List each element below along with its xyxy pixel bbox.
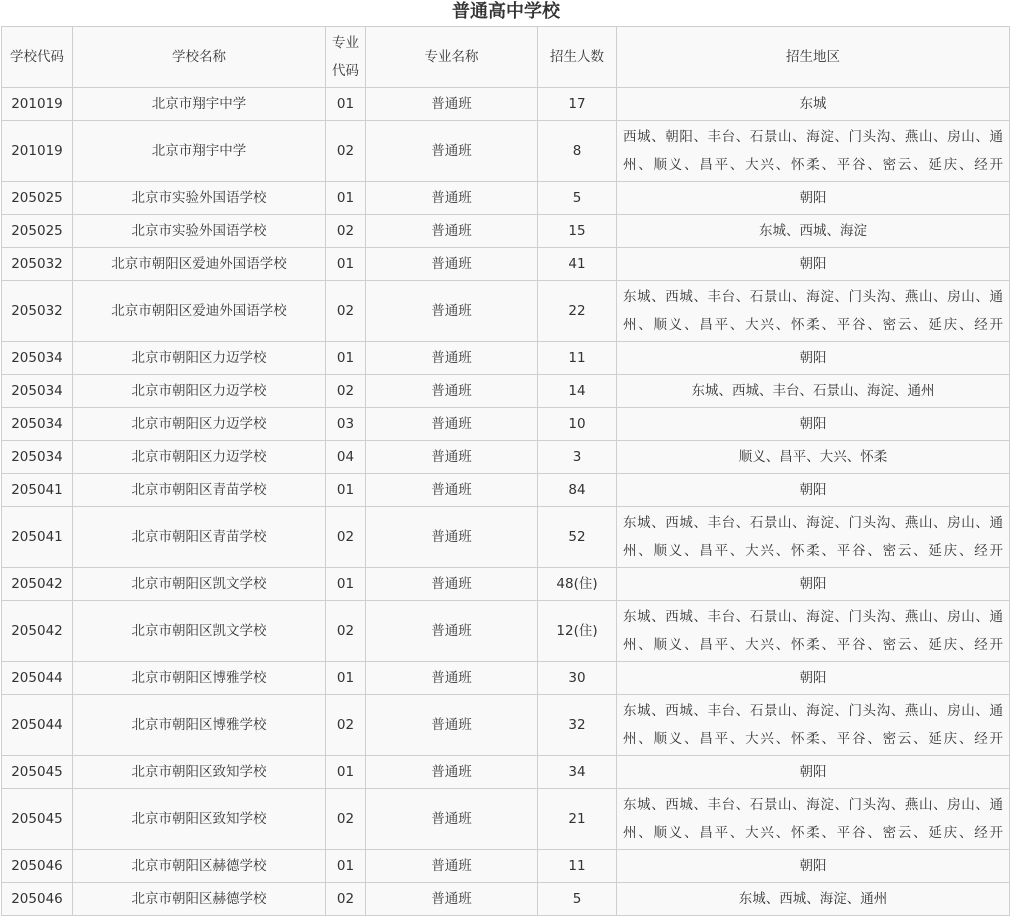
cell-school-name: 北京市朝阳区力迈学校 (73, 375, 326, 408)
cell-school-name: 北京市实验外国语学校 (73, 215, 326, 248)
cell-enrollment: 32 (538, 695, 617, 756)
cell-region: 东城、西城、丰台、石景山、海淀、门头沟、燕山、房山、通州、顺义、昌平、大兴、怀柔、平谷、密云、延庆、经开 (617, 507, 1010, 568)
cell-school-name: 北京市翔宇中学 (73, 121, 326, 182)
cell-major-name: 普通班 (366, 248, 538, 281)
cell-enrollment: 14 (538, 375, 617, 408)
cell-region: 朝阳 (617, 342, 1010, 375)
cell-major-name: 普通班 (366, 507, 538, 568)
page-title: 普通高中学校 (452, 1, 560, 22)
cell-school-name: 北京市朝阳区凯文学校 (73, 568, 326, 601)
table-row (2, 215, 1010, 248)
cell-enrollment: 11 (538, 342, 617, 375)
cell-school-code: 205034 (2, 375, 73, 408)
cell-school-name: 北京市朝阳区爱迪外国语学校 (73, 248, 326, 281)
table-row (2, 662, 1010, 695)
table-row (2, 474, 1010, 507)
cell-school-code: 205025 (2, 215, 73, 248)
cell-region: 东城、西城、丰台、石景山、海淀、门头沟、燕山、房山、通州、顺义、昌平、大兴、怀柔、平谷、密云、延庆、经开 (617, 695, 1010, 756)
cell-school-code: 205032 (2, 281, 73, 342)
table-row (2, 601, 1010, 662)
table-row (2, 408, 1010, 441)
cell-school-code: 205044 (2, 662, 73, 695)
enrollment-table (1, 26, 1010, 916)
cell-region: 东城 (617, 88, 1010, 121)
cell-major-name: 普通班 (366, 756, 538, 789)
cell-major-code: 02 (326, 121, 366, 182)
cell-major-code: 01 (326, 248, 366, 281)
table-row (2, 789, 1010, 850)
cell-school-name: 北京市朝阳区赫德学校 (73, 883, 326, 916)
table-row (2, 756, 1010, 789)
cell-region: 朝阳 (617, 756, 1010, 789)
header-region: 招生地区 (617, 27, 1010, 88)
cell-enrollment: 84 (538, 474, 617, 507)
cell-region: 朝阳 (617, 662, 1010, 695)
cell-major-name: 普通班 (366, 88, 538, 121)
cell-school-name: 北京市朝阳区青苗学校 (73, 507, 326, 568)
cell-major-code: 04 (326, 441, 366, 474)
cell-school-name: 北京市朝阳区赫德学校 (73, 850, 326, 883)
table-row (2, 507, 1010, 568)
cell-major-name: 普通班 (366, 662, 538, 695)
cell-major-name: 普通班 (366, 789, 538, 850)
cell-enrollment: 52 (538, 507, 617, 568)
cell-enrollment: 41 (538, 248, 617, 281)
cell-major-code: 01 (326, 568, 366, 601)
table-row (2, 441, 1010, 474)
cell-major-code: 01 (326, 474, 366, 507)
cell-school-name: 北京市朝阳区力迈学校 (73, 342, 326, 375)
cell-enrollment: 8 (538, 121, 617, 182)
cell-school-code: 205025 (2, 182, 73, 215)
cell-school-code: 205046 (2, 883, 73, 916)
cell-enrollment: 21 (538, 789, 617, 850)
cell-major-code: 02 (326, 215, 366, 248)
cell-enrollment: 5 (538, 182, 617, 215)
cell-region: 东城、西城、丰台、石景山、海淀、门头沟、燕山、房山、通州、顺义、昌平、大兴、怀柔、平谷、密云、延庆、经开 (617, 281, 1010, 342)
cell-school-code: 205041 (2, 507, 73, 568)
cell-school-name: 北京市朝阳区致知学校 (73, 789, 326, 850)
cell-region: 朝阳 (617, 568, 1010, 601)
cell-school-code: 205042 (2, 601, 73, 662)
cell-enrollment: 10 (538, 408, 617, 441)
cell-major-name: 普通班 (366, 215, 538, 248)
cell-major-code: 02 (326, 883, 366, 916)
table-row (2, 375, 1010, 408)
header-enrollment: 招生人数 (538, 27, 617, 88)
cell-enrollment: 22 (538, 281, 617, 342)
cell-enrollment: 15 (538, 215, 617, 248)
cell-school-name: 北京市朝阳区力迈学校 (73, 408, 326, 441)
cell-school-name: 北京市朝阳区凯文学校 (73, 601, 326, 662)
cell-major-code: 02 (326, 789, 366, 850)
cell-region: 东城、西城、丰台、石景山、海淀、门头沟、燕山、房山、通州、顺义、昌平、大兴、怀柔、平谷、密云、延庆、经开 (617, 789, 1010, 850)
cell-school-code: 205045 (2, 756, 73, 789)
cell-school-name: 北京市朝阳区爱迪外国语学校 (73, 281, 326, 342)
cell-major-code: 01 (326, 756, 366, 789)
cell-school-name: 北京市朝阳区致知学校 (73, 756, 326, 789)
cell-major-name: 普通班 (366, 342, 538, 375)
cell-major-code: 01 (326, 850, 366, 883)
cell-region: 顺义、昌平、大兴、怀柔 (617, 441, 1010, 474)
cell-school-name: 北京市翔宇中学 (73, 88, 326, 121)
cell-school-code: 205041 (2, 474, 73, 507)
cell-major-code: 01 (326, 342, 366, 375)
cell-enrollment: 34 (538, 756, 617, 789)
cell-region: 东城、西城、丰台、石景山、海淀、通州 (617, 375, 1010, 408)
cell-enrollment: 17 (538, 88, 617, 121)
cell-major-name: 普通班 (366, 375, 538, 408)
cell-major-code: 02 (326, 507, 366, 568)
header-school-name: 学校名称 (73, 27, 326, 88)
cell-major-code: 02 (326, 375, 366, 408)
cell-region: 朝阳 (617, 182, 1010, 215)
table-row (2, 850, 1010, 883)
cell-major-code: 01 (326, 88, 366, 121)
cell-enrollment: 5 (538, 883, 617, 916)
cell-school-name: 北京市朝阳区博雅学校 (73, 662, 326, 695)
cell-school-code: 205034 (2, 441, 73, 474)
cell-major-code: 02 (326, 601, 366, 662)
header-school-code: 学校代码 (2, 27, 73, 88)
table-row (2, 883, 1010, 916)
cell-school-code: 205034 (2, 408, 73, 441)
cell-major-code: 02 (326, 695, 366, 756)
cell-region: 朝阳 (617, 850, 1010, 883)
cell-school-code: 205046 (2, 850, 73, 883)
cell-major-name: 普通班 (366, 601, 538, 662)
cell-region: 朝阳 (617, 474, 1010, 507)
cell-major-name: 普通班 (366, 850, 538, 883)
table-row (2, 568, 1010, 601)
cell-major-code: 02 (326, 281, 366, 342)
cell-enrollment: 12(住) (538, 601, 617, 662)
table-header-row (2, 27, 1010, 88)
cell-region: 朝阳 (617, 408, 1010, 441)
table-row (2, 121, 1010, 182)
header-major-name: 专业名称 (366, 27, 538, 88)
cell-major-name: 普通班 (366, 121, 538, 182)
cell-enrollment: 11 (538, 850, 617, 883)
cell-region: 东城、西城、海淀、通州 (617, 883, 1010, 916)
cell-school-code: 205044 (2, 695, 73, 756)
cell-region: 东城、西城、丰台、石景山、海淀、门头沟、燕山、房山、通州、顺义、昌平、大兴、怀柔、平谷、密云、延庆、经开 (617, 601, 1010, 662)
table-body (2, 88, 1010, 916)
cell-school-name: 北京市朝阳区青苗学校 (73, 474, 326, 507)
table-row (2, 88, 1010, 121)
cell-school-name: 北京市朝阳区博雅学校 (73, 695, 326, 756)
table-row (2, 248, 1010, 281)
cell-region: 朝阳 (617, 248, 1010, 281)
cell-school-name: 北京市朝阳区力迈学校 (73, 441, 326, 474)
table-row (2, 281, 1010, 342)
cell-major-name: 普通班 (366, 182, 538, 215)
cell-enrollment: 30 (538, 662, 617, 695)
cell-school-code: 201019 (2, 121, 73, 182)
cell-enrollment: 3 (538, 441, 617, 474)
cell-major-name: 普通班 (366, 441, 538, 474)
cell-school-code: 205042 (2, 568, 73, 601)
cell-major-name: 普通班 (366, 883, 538, 916)
cell-major-code: 01 (326, 182, 366, 215)
cell-enrollment: 48(住) (538, 568, 617, 601)
cell-major-name: 普通班 (366, 281, 538, 342)
cell-school-code: 205032 (2, 248, 73, 281)
table-row (2, 695, 1010, 756)
cell-major-code: 01 (326, 662, 366, 695)
cell-school-code: 205034 (2, 342, 73, 375)
cell-major-name: 普通班 (366, 695, 538, 756)
cell-school-code: 205045 (2, 789, 73, 850)
cell-region: 东城、西城、海淀 (617, 215, 1010, 248)
cell-major-name: 普通班 (366, 568, 538, 601)
table-row (2, 342, 1010, 375)
cell-major-name: 普通班 (366, 408, 538, 441)
cell-school-code: 201019 (2, 88, 73, 121)
cell-major-code: 03 (326, 408, 366, 441)
header-major-code: 专业代码 (326, 27, 366, 88)
cell-region: 西城、朝阳、丰台、石景山、海淀、门头沟、燕山、房山、通州、顺义、昌平、大兴、怀柔、平谷、密云、延庆、经开 (617, 121, 1010, 182)
cell-school-name: 北京市实验外国语学校 (73, 182, 326, 215)
cell-major-name: 普通班 (366, 474, 538, 507)
table-row (2, 182, 1010, 215)
